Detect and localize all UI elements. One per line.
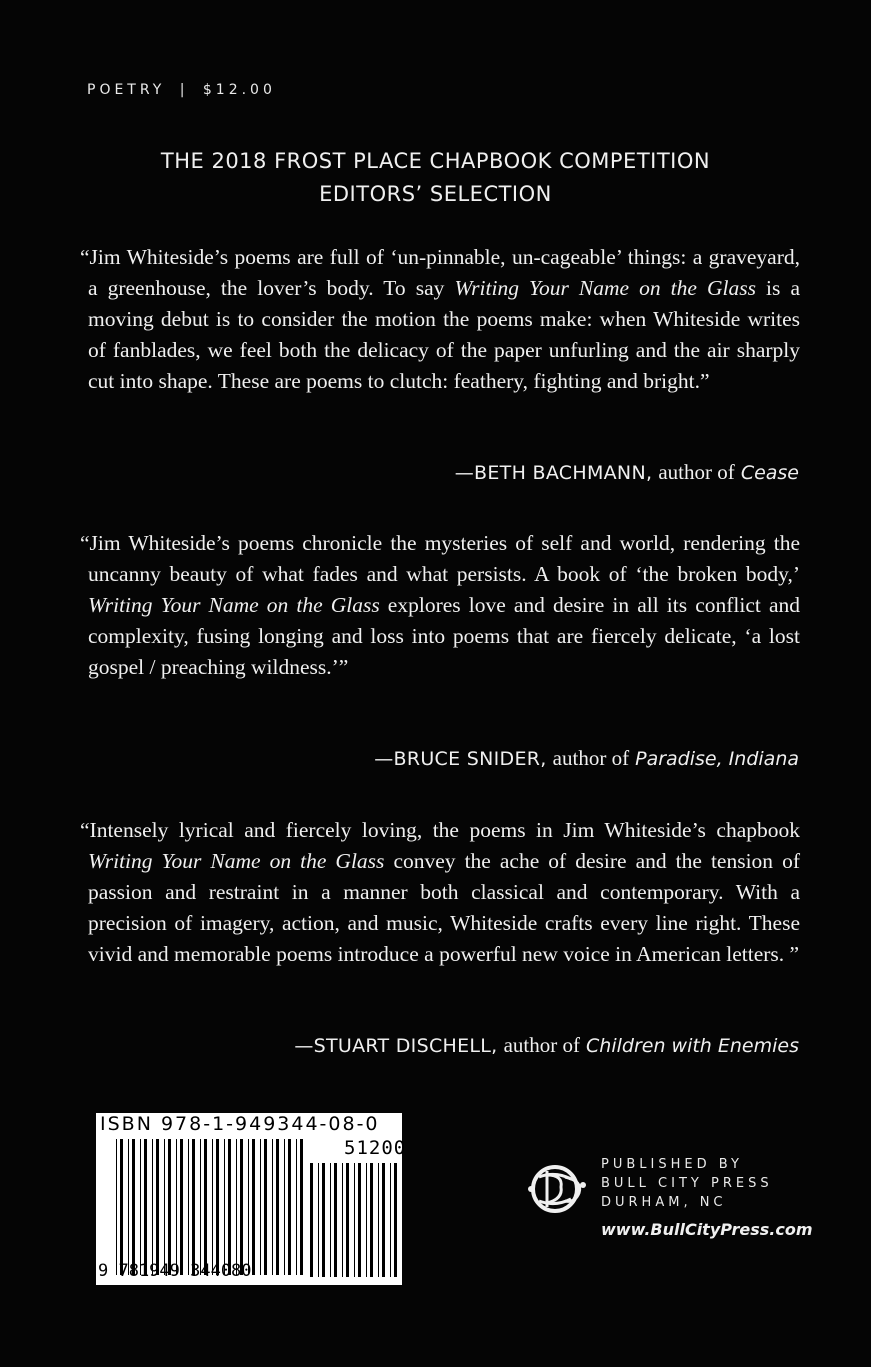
- barcode-bar: [228, 1139, 231, 1275]
- separator: |: [179, 82, 189, 98]
- blurb-attribution-2: [374, 746, 799, 771]
- quote-text: explores love and desire in all its conflict and complexity, fusing longing and loss into poems that are fiercely delicate, ‘a lost gospel / preaching wildness.’”: [88, 593, 800, 679]
- barcode-bar: [390, 1163, 391, 1277]
- barcode-bar: [272, 1139, 273, 1275]
- price-code-text: 51200: [344, 1137, 407, 1159]
- barcode-bar: [358, 1163, 361, 1277]
- barcode-bar: [264, 1139, 267, 1275]
- publisher-name: BULL CITY PRESS: [601, 1176, 773, 1191]
- author-of: author of: [503, 1033, 580, 1057]
- quote-text: is a moving debut is to consider the motion the poems make: when Whiteside writes of fanblades, we feel both the delicacy of the paper unfurling and the air sharply cut into shape. These are poems to clutch: feathery, fighting and bright.”: [88, 276, 800, 393]
- barcode-bar: [330, 1163, 331, 1277]
- barcode-bar: [132, 1139, 135, 1275]
- barcode-bar: [284, 1139, 285, 1275]
- publisher-url: www.BullCityPress.com: [601, 1220, 813, 1239]
- isbn-text: ISBN 978-1-949344-08-0: [100, 1113, 380, 1135]
- publisher-location: DURHAM, NC: [601, 1195, 727, 1210]
- category-label: POETRY: [87, 82, 166, 98]
- barcode-bar: [144, 1139, 147, 1275]
- barcode-bar: [240, 1139, 243, 1275]
- price-label: $12.00: [202, 82, 276, 98]
- barcode-bar: [394, 1163, 397, 1277]
- barcode-bar: [236, 1139, 237, 1275]
- barcode-bar: [176, 1139, 177, 1275]
- ean-digits: 9 781949 344080: [98, 1261, 252, 1281]
- barcode-bar: [300, 1139, 303, 1275]
- blurb-quote-2: [80, 528, 800, 683]
- barcode-bar: [334, 1163, 337, 1277]
- blurb-quote-1: [80, 242, 800, 397]
- barcode-bar: [276, 1139, 279, 1275]
- barcode-bar: [212, 1139, 213, 1275]
- barcode-bar: [252, 1139, 255, 1275]
- barcode-bar: [366, 1163, 367, 1277]
- quote-text: convey the ache of desire and the tension of passion and restraint in a manner both classical and contemporary. With a precision of imagery, action, and music, Whiteside crafts every line right. These vivid and memorable poems introduce a powerful new voice in American letters. ”: [88, 849, 800, 966]
- barcode-bar: [370, 1163, 373, 1277]
- author-name: —BETH BACHMANN,: [454, 462, 653, 484]
- barcode-bar: [128, 1139, 129, 1275]
- competition-title: THE 2018 FROST PLACE CHAPBOOK COMPETITION: [160, 149, 711, 173]
- barcode-bar: [216, 1139, 219, 1275]
- barcode-bar: [288, 1139, 291, 1275]
- barcode-bar: [116, 1139, 117, 1275]
- barcode-bar: [192, 1139, 195, 1275]
- publisher-block: [525, 1155, 825, 1245]
- quote-book-title: Writing Your Name on the Glass: [88, 849, 385, 873]
- blurb-attribution-3: [294, 1033, 799, 1058]
- barcode-bar: [248, 1139, 249, 1275]
- barcode-bar: [354, 1163, 355, 1277]
- barcode-bar: [342, 1163, 343, 1277]
- blurb-quote-3: [80, 815, 800, 970]
- category-price-line: [87, 82, 276, 98]
- quote-book-title: Writing Your Name on the Glass: [88, 593, 380, 617]
- author-name: —BRUCE SNIDER,: [374, 748, 547, 770]
- barcode-bar: [200, 1139, 201, 1275]
- competition-selection: EDITORS’ SELECTION: [319, 182, 552, 206]
- author-book: Cease: [740, 462, 799, 484]
- author-book: Paradise, Indiana: [635, 748, 799, 770]
- barcode-bar: [188, 1139, 189, 1275]
- quote-text: “Intensely lyrical and fiercely loving, the poems in Jim Whiteside’s chapbook: [80, 818, 800, 842]
- barcode-bar: [310, 1163, 313, 1277]
- barcode-bar: [168, 1139, 171, 1275]
- barcode-bar: [322, 1163, 325, 1277]
- barcode-bar: [140, 1139, 141, 1275]
- barcode-bar: [180, 1139, 183, 1275]
- quote-book-title: Writing Your Name on the Glass: [454, 276, 756, 300]
- blurb-attribution-1: [455, 460, 799, 485]
- barcode-bar: [378, 1163, 379, 1277]
- author-book: Children with Enemies: [586, 1035, 799, 1057]
- barcode-bar: [152, 1139, 153, 1275]
- barcode-bar: [120, 1139, 123, 1275]
- barcode-bar: [318, 1163, 319, 1277]
- barcode-bar: [156, 1139, 159, 1275]
- barcode-bar: [164, 1139, 165, 1275]
- quote-text: “Jim Whiteside’s poems chronicle the mysteries of self and world, rendering the uncanny beauty of what fades and what persists. A book of ‘the broken body,’: [80, 531, 800, 586]
- author-of: author of: [658, 460, 735, 484]
- barcode-bar: [382, 1163, 385, 1277]
- isbn-barcode: [96, 1113, 407, 1285]
- quote-text: “Jim Whiteside’s poems are full of ‘un-pinnable, un-cageable’ things: a graveyard, a greenhouse, the lover’s body. To say: [80, 245, 800, 300]
- published-by-label: PUBLISHED BY: [601, 1157, 743, 1172]
- author-name: —STUART DISCHELL,: [294, 1035, 498, 1057]
- barcode-bar: [204, 1139, 207, 1275]
- competition-heading: [0, 145, 871, 211]
- barcode-bar: [296, 1139, 297, 1275]
- bull-city-press-monogram-icon: [525, 1157, 589, 1221]
- barcode-bar: [260, 1139, 261, 1275]
- barcode-bar: [224, 1139, 225, 1275]
- author-of: author of: [552, 746, 630, 770]
- barcode-bar: [346, 1163, 349, 1277]
- publisher-text: [601, 1155, 773, 1212]
